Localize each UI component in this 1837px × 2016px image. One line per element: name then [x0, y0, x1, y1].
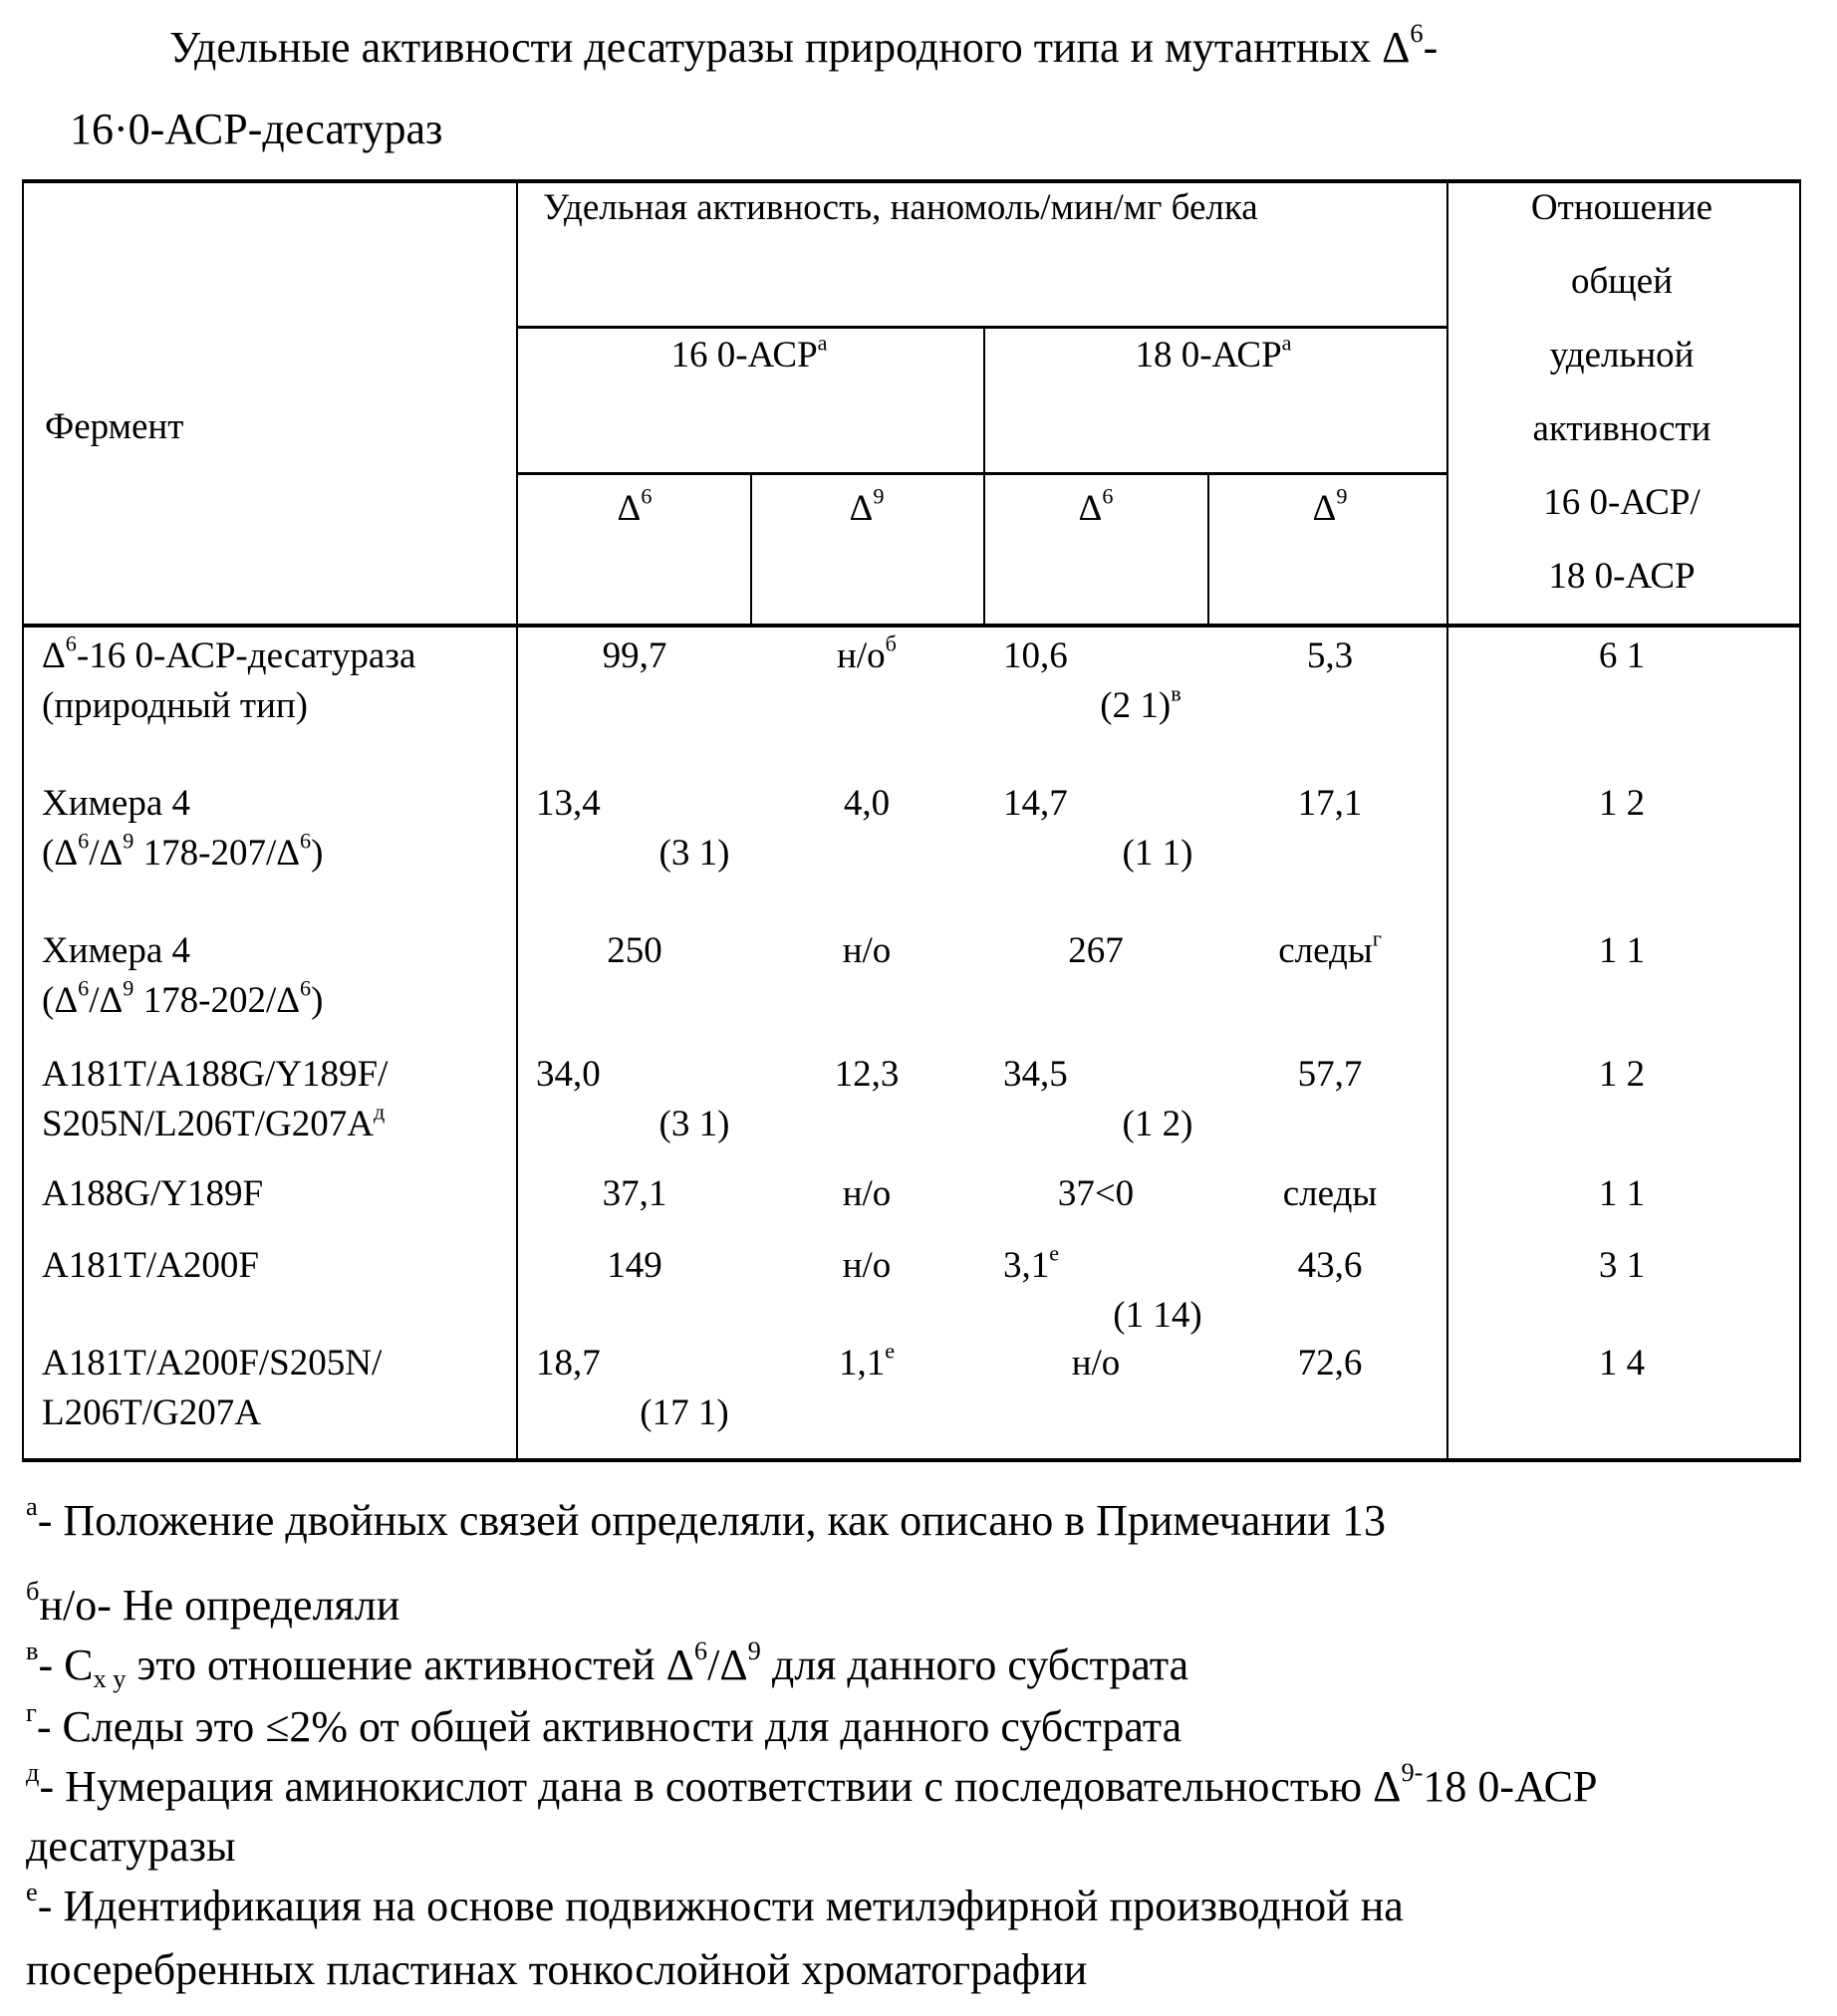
val: S205N/L206T/G207A [42, 1104, 374, 1144]
mark: г [26, 1697, 37, 1727]
header-ratio-l2: общей [1571, 263, 1673, 300]
header-substrate-18 [1135, 337, 1291, 374]
cell-16-d9 [839, 1345, 895, 1382]
text: - Следы это ≤2% от общей активности для данного субстрата [37, 1702, 1181, 1751]
delta: Δ [618, 488, 642, 529]
footnote-b [26, 1584, 399, 1628]
enzyme-name-line2: (Δ6/Δ9 178-202/Δ6) [42, 982, 323, 1019]
cell-16-ratio: (17 1) [640, 1394, 728, 1431]
pos-sup: 6 [1102, 483, 1113, 508]
cell-18-d6 [1003, 1247, 1059, 1284]
enzyme-name: Химера 4 [42, 932, 190, 969]
table-bottom-border [22, 1458, 1801, 1462]
enzyme-name-line2 [42, 1106, 385, 1142]
cell-16-d9: н/о [843, 1175, 892, 1212]
delta: Δ [850, 488, 874, 529]
mark: б [26, 1576, 39, 1606]
header-ratio-l5: 16 0-АСР/ [1543, 484, 1701, 521]
header-enzyme: Фермент [45, 408, 183, 445]
cell-total-ratio: 1 1 [1599, 1175, 1645, 1212]
delta: Δ [1079, 488, 1103, 529]
title-end: - [1424, 23, 1439, 72]
cell-18-ratio: (1 14) [1113, 1297, 1201, 1334]
val: следы [1278, 930, 1373, 971]
cell-16-ratio: (3 1) [659, 1106, 730, 1142]
s1: 6 [694, 1636, 707, 1665]
substrate-sup: а [818, 330, 828, 355]
substrate-label: 16 0-АСР [670, 335, 817, 376]
sup: 6 [66, 630, 77, 655]
table-top-border [22, 179, 1801, 183]
cell-18-ratio: (1 1) [1123, 835, 1193, 872]
table-left-border [22, 179, 24, 1461]
header-ratio-l4: активности [1533, 410, 1711, 447]
t3: /Δ [707, 1640, 748, 1689]
sup: е [1049, 1240, 1059, 1265]
val: (2 1) [1100, 685, 1171, 726]
footnote-g [26, 1705, 1181, 1749]
cell-16-d6: 34,0 [536, 1056, 601, 1093]
val: 1,1 [839, 1343, 885, 1384]
cell-18-d9: 5,3 [1307, 637, 1353, 674]
enzyme-name-line2: (природный тип) [42, 687, 308, 724]
cell-16-d9: 4,0 [844, 785, 890, 822]
cell-16-d6: 13,4 [536, 785, 601, 822]
header-bottom-border [22, 624, 1801, 628]
col-divider-enzyme [516, 179, 518, 1461]
cell-total-ratio: 6 1 [1599, 637, 1645, 674]
header-ratio-l3: удельной [1550, 337, 1695, 374]
cell-18-d9: 17,1 [1298, 785, 1363, 822]
header-activity: Удельная активность, наномоль/мин/мг белка [543, 189, 1258, 226]
footnote-d-line2: десатуразы [26, 1825, 236, 1869]
enzyme-name: A181T/A188G/Y189F/ [42, 1056, 388, 1093]
footnote-a [26, 1499, 1386, 1543]
enzyme-name: A181T/A200F [42, 1247, 259, 1284]
col-divider-18 [1207, 472, 1209, 624]
cell-total-ratio: 1 4 [1599, 1345, 1645, 1382]
enzyme-name: Химера 4 [42, 785, 190, 822]
cell-16-d6: 99,7 [603, 637, 667, 674]
cell-16-d6: 37,1 [603, 1175, 667, 1212]
cell-16-d9: н/о [843, 1247, 892, 1284]
pos-sup: 9 [873, 483, 884, 508]
hdr-line-1 [518, 326, 1446, 329]
substrate-sup: а [1282, 330, 1292, 355]
cell-total-ratio: 3 1 [1599, 1247, 1645, 1284]
pos-sup: 6 [641, 483, 652, 508]
val: 3,1 [1003, 1245, 1049, 1286]
val: н/о [837, 635, 886, 676]
cell-total-ratio: 1 2 [1599, 785, 1645, 822]
header-substrate-16 [670, 337, 827, 374]
cell-18-d6: 34,5 [1003, 1056, 1068, 1093]
cell-18-d6: 10,6 [1003, 637, 1068, 674]
hdr-line-2 [518, 472, 1446, 475]
enzyme-name [42, 637, 415, 674]
text: н/о- Не определяли [39, 1581, 399, 1630]
table-right-border [1799, 179, 1801, 1461]
footnote-v [26, 1643, 1188, 1687]
title-text: Удельные активности десатуразы природного типа и мутантных Δ [169, 23, 1410, 72]
s2: 9 [748, 1636, 761, 1665]
enzyme-name: A181T/A200F/S205N/ [42, 1345, 382, 1382]
s: 9- [1401, 1757, 1423, 1787]
cell-18-d9 [1278, 932, 1382, 969]
footnote-d [26, 1765, 1597, 1809]
footnote-e [26, 1885, 1404, 1928]
cell-18-d6: 37<0 [1058, 1175, 1134, 1212]
cell-16-d6: 149 [607, 1247, 662, 1284]
col-divider-substrate [983, 326, 985, 625]
mark: д [26, 1757, 39, 1787]
cell-16-d9: 12,3 [835, 1056, 900, 1093]
cell-18-d6: 267 [1068, 932, 1124, 969]
cell-18-d6: н/о [1072, 1345, 1121, 1382]
sup: в [1171, 680, 1181, 705]
cell-18-d9: 57,7 [1298, 1056, 1363, 1093]
header-ratio-l6: 18 0-АСР [1548, 558, 1695, 595]
sup: е [885, 1338, 895, 1363]
footnote-e-line2: посеребренных пластинах тонкослойной хроматографии [26, 1948, 1087, 1992]
cell-18-d9: 72,6 [1298, 1345, 1363, 1382]
text: - Идентификация на основе подвижности метилэфирной производной на [38, 1882, 1404, 1930]
header-pos-16-d6 [618, 490, 653, 527]
cell-18-d6: 14,7 [1003, 785, 1068, 822]
table-title-line1 [169, 26, 1438, 70]
cell-16-d9 [837, 637, 897, 674]
header-pos-18-d9 [1313, 490, 1348, 527]
col-divider-ratio [1446, 179, 1448, 1461]
cell-18-d9: 43,6 [1298, 1247, 1363, 1284]
text: - Положение двойных связей определяли, как описано в Примечании 13 [38, 1496, 1386, 1545]
cell-16-d6: 250 [607, 932, 662, 969]
cell-16-d6: 18,7 [536, 1345, 601, 1382]
header-pos-16-d9 [850, 490, 885, 527]
delta: Δ [1313, 488, 1337, 529]
t2: 18 0-АСР [1423, 1762, 1597, 1811]
cell-18-ratio [1100, 687, 1181, 724]
enzyme-name: A188G/Y189F [42, 1175, 263, 1212]
header-ratio-l1: Отношение [1531, 189, 1712, 226]
cell-total-ratio: 1 1 [1599, 932, 1645, 969]
enzyme-text: -16 0-АСР-десатураза [77, 635, 416, 676]
pos-sup: 9 [1336, 483, 1347, 508]
cell-18-ratio: (1 2) [1123, 1106, 1193, 1142]
sup: д [374, 1099, 385, 1124]
mark: в [26, 1636, 38, 1665]
t2: это отношение активностей Δ [126, 1640, 693, 1689]
cell-18-d9: следы [1283, 1175, 1378, 1212]
enzyme-name-line2: (Δ6/Δ9 178-207/Δ6) [42, 835, 323, 872]
cell-16-ratio: (3 1) [659, 835, 730, 872]
col-divider-16 [750, 472, 752, 624]
t1: - Нумерация аминокислот дана в соответствии с последовательностью Δ [39, 1762, 1401, 1811]
table-title-line2: 16·0-АСР-десатураз [70, 108, 442, 151]
title-sup: 6 [1410, 18, 1423, 48]
sub: x y [93, 1663, 126, 1693]
cell-total-ratio: 1 2 [1599, 1056, 1645, 1093]
enzyme-name-line2: L206T/G207A [42, 1394, 261, 1431]
sup: б [886, 630, 897, 655]
header-pos-18-d6 [1079, 490, 1114, 527]
t4: для данного субстрата [761, 1640, 1188, 1689]
sup: г [1373, 925, 1382, 950]
cell-16-d9: н/о [843, 932, 892, 969]
mark: а [26, 1491, 38, 1521]
delta: Δ [42, 635, 66, 676]
t1: - С [38, 1640, 93, 1689]
mark: е [26, 1877, 38, 1906]
substrate-label: 18 0-АСР [1135, 335, 1281, 376]
